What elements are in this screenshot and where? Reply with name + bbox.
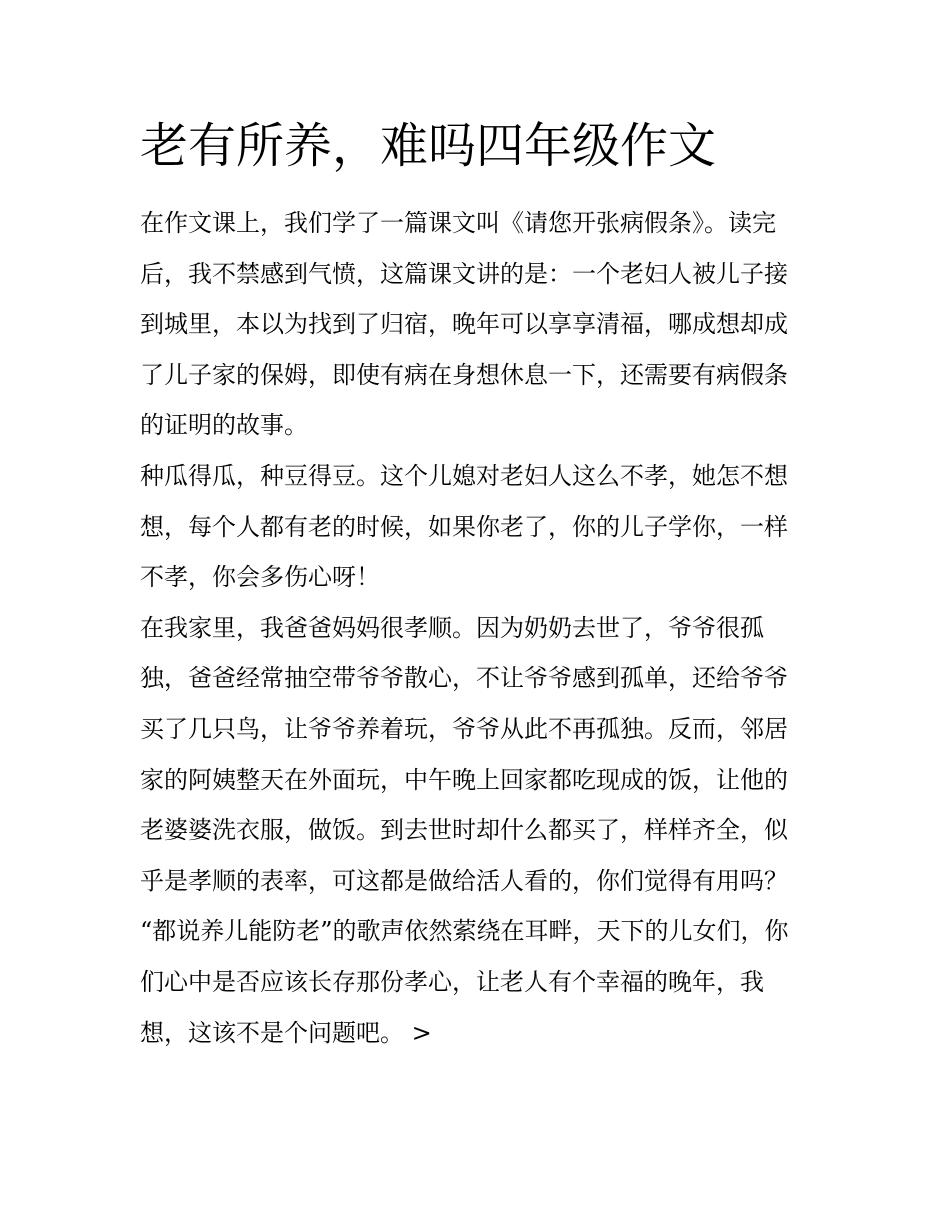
- text-line: 了儿子家的保姆，即使有病在身想休息一下，还需要有病假条: [140, 360, 788, 389]
- page-title: 老有所养，难吗四年级作文: [140, 118, 717, 174]
- text-line: 不孝，你会多伤心呀！: [140, 563, 380, 592]
- paragraph-2: [140, 451, 820, 603]
- text-line: 买了几只鸟，让爷爷养着玩，爷爷从此不再孤独。反而，邻居: [140, 714, 788, 743]
- text-line: 到城里，本以为找到了归宿，晚年可以享享清福，哪成想却成: [140, 310, 788, 339]
- text-line: 在我家里，我爸爸妈妈很孝顺。因为奶奶去世了，爷爷很孤: [140, 613, 764, 642]
- text-line: 乎是孝顺的表率，可这都是做给活人看的，你们觉得有用吗？: [140, 866, 788, 895]
- text-line: 老婆婆洗衣服，做饭。到去世时却什么都买了，样样齐全，似: [140, 816, 788, 845]
- text-line: 后，我不禁感到气愤，这篇课文讲的是：一个老妇人被儿子接: [140, 259, 788, 288]
- paragraph-3: [140, 603, 820, 1058]
- text-line: 想，每个人都有老的时候，如果你老了，你的儿子学你，一样: [140, 512, 788, 541]
- article-body: [140, 198, 820, 1058]
- text-line: 们心中是否应该长存那份孝心，让老人有个幸福的晚年，我: [140, 967, 764, 996]
- text-line: 种瓜得瓜，种豆得豆。这个儿媳对老妇人这么不孝，她怎不想: [140, 461, 788, 490]
- text-line: 在作文课上，我们学了一篇课文叫《请您开张病假条》。读完: [140, 209, 776, 237]
- text-line: 独，爸爸经常抽空带爷爷散心，不让爷爷感到孤单，还给爷爷: [140, 664, 788, 693]
- text-line: “都说养儿能防老”的歌声依然萦绕在耳畔，天下的儿女们，你: [140, 917, 789, 946]
- text-line[interactable]: 想，这该不是个问题吧。 >: [140, 1018, 432, 1047]
- paragraph-1: [140, 198, 820, 451]
- text-line: 家的阿姨整天在外面玩，中午晚上回家都吃现成的饭，让他的: [140, 765, 788, 794]
- text-line: 的证明的故事。: [140, 411, 308, 440]
